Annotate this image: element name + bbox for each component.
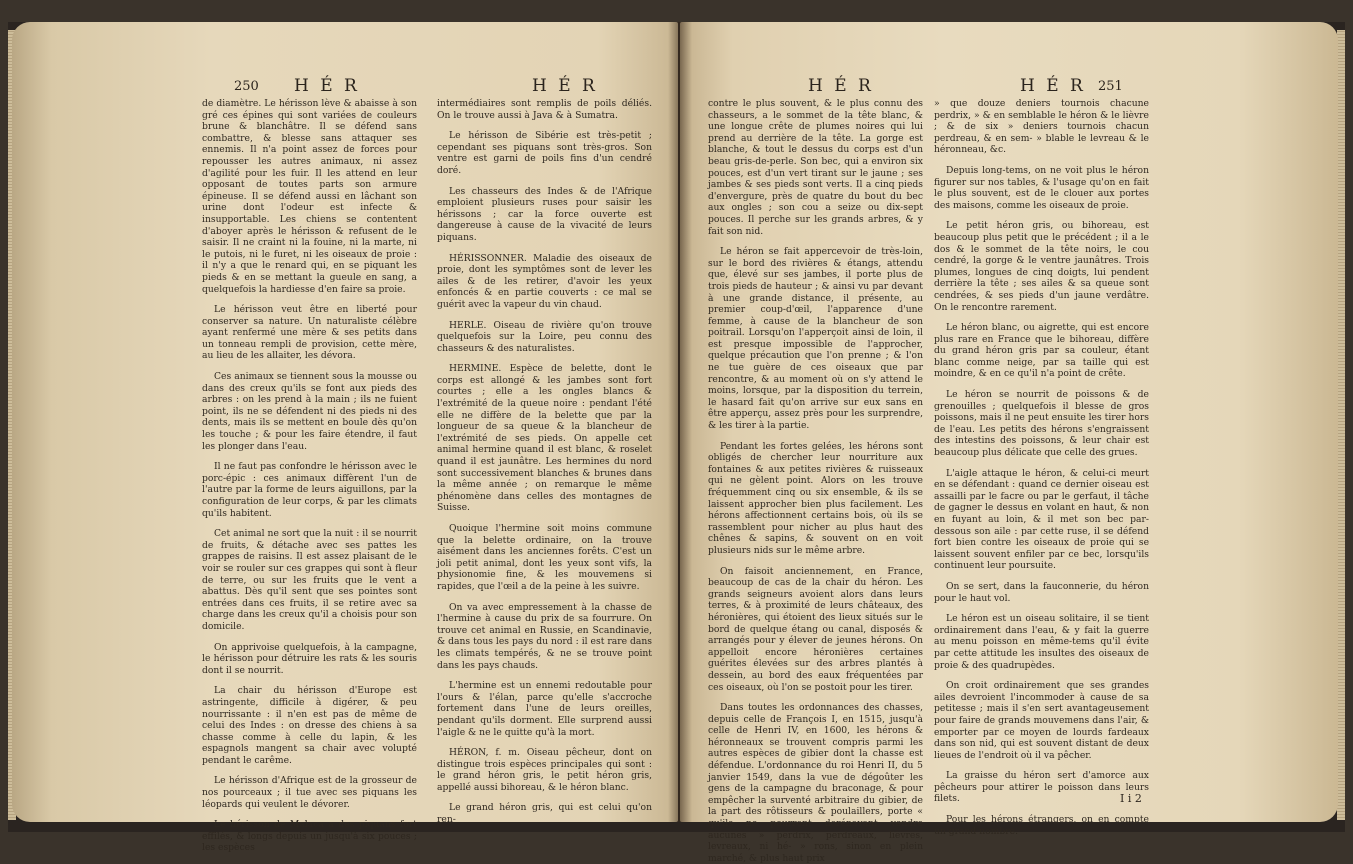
page-number-right: 251 bbox=[1098, 79, 1123, 94]
paragraph: Dans toutes les ordonnances des chasses, depuis celle de François I, en 1515, jusqu'à celle de Henri IV, en 1600, les hérons & héronneaux se trouvent compris parmi les autres espèces de gibier dont la chasse est défendue. L'ordonnance du roi Henri II, du 5 janvier 1549, dans la vue de dégoûter les gens de la campagne du braconage, & pour empêcher la surventé arbitraire du gibier, de la part des rôtisseurs & poulaillers, porte « qu'ils ne pourront dorénavant vendre aucunes » perdrix, perdreaux, lièvres, levreaux, ni hé- » rons, sinon en plein marché, & plus haut prix bbox=[708, 702, 923, 864]
running-head-right-2: H É R bbox=[1020, 76, 1086, 96]
left-column-2 bbox=[437, 98, 652, 826]
paragraph: Le hérisson de Sibérie est très-petit ; cependant ses piquans sont très-gros. Son ventre est garni de poils fins d'un cendré doré. bbox=[437, 130, 652, 176]
paragraph: » que douze deniers tournois chacune perdrix, » & en semblable le héron & le lièvre ; & de six » deniers tournois chacun perdreau, & en sem- » blable le levreau & le héronneau, &c. bbox=[934, 98, 1149, 156]
running-head-right-1: H É R bbox=[808, 76, 874, 96]
paragraph: Pendant les fortes gelées, les hérons sont obligés de chercher leur nourriture aux fontaines & aux petites rivières & ruisseaux qui ne gèlent point. Alors on les trouve fréquemment cinq ou six ensemble, & ils se laissent approcher bien plus facilement. Les hérons affectionnent certains bois, où ils se rassemblent pour nicher au plus haut des chênes & sapins, & souvent on en voit plusieurs nids sur le même arbre. bbox=[708, 440, 923, 556]
paragraph: HERLE. Oiseau de rivière qu'on trouve quelquefois sur la Loire, peu connu des chasseurs & des naturalistes. bbox=[437, 319, 652, 354]
paragraph: La graisse du héron sert d'amorce aux pêcheurs pour attirer le poisson dans leurs filets. bbox=[934, 770, 1149, 805]
signature-mark: I i 2 bbox=[1120, 792, 1142, 805]
paragraph: HERMINE. Espèce de belette, dont le corps est allongé & les jambes sont fort courtes ; elle a les ongles blancs & l'extrémité de la queue noire : pendant l'été elle ne diffère de la belette que par la longueur de sa queue & la blancheur de l'extrémité de ses pieds. On appelle cet animal hermine quand il est blanc, & roselet quand il est jaunâtre. Les hermines du nord sont successivement blanches & brunes dans la même année ; on remarque le même phénomène dans celles des montagnes de Suisse. bbox=[437, 363, 652, 514]
paragraph: L'hermine est un ennemi redoutable pour l'ours & l'élan, parce qu'elle s'accroche fortement dans l'une de leurs oreilles, pendant qu'ils dorment. Elle surprend aussi l'aigle & ne le quitte qu'à la mort. bbox=[437, 680, 652, 738]
paragraph: On croit ordinairement que ses grandes ailes devroient l'incommoder à cause de sa petitesse ; mais il s'en sert avantageusement pour faire de grands mouvemens dans l'air, & emporter par ce moyen de lourds fardeaux dans son nid, qui est souvent distant de deux lieues de l'endroit où il va pêcher. bbox=[934, 680, 1149, 761]
book-gutter bbox=[668, 22, 692, 822]
paragraph: Le hérisson veut être en liberté pour conserver sa nature. Un naturaliste célèbre ayant renfermé une mère & ses petits dans un tonneau rempli de provision, cette mère, au lieu de les allaiter, les dévora. bbox=[202, 304, 417, 362]
paragraph: Le hérisson de Malaca a des piquans fort effilés, & longs depuis un jusqu'à six pouces ; les espèces bbox=[202, 819, 417, 854]
paragraph: Le petit héron gris, ou bihoreau, est beaucoup plus petit que le précédent ; il a le dos & le sommet de la tête noirs, le cou cendré, la gorge & le ventre jaunâtres. Trois plumes, longues de cinq doigts, lui pendent derrière la tête ; ses ailes & sa queue sont cendrées, & ses pieds d'un jaune verdâtre. On le rencontre rarement. bbox=[934, 220, 1149, 313]
page-number-left: 250 bbox=[234, 79, 259, 94]
paragraph: Le héron blanc, ou aigrette, qui est encore plus rare en France que le bihoreau, diffère du grand héron gris par sa couleur, étant blanc comme neige, par sa taille qui est moindre, & en ce qu'il n'a point de crête. bbox=[934, 322, 1149, 380]
paragraph: Ces animaux se tiennent sous la mousse ou dans des creux qu'ils se font aux pieds des arbres : on les prend à la main ; ils ne fuient point, ils ne se défendent ni des pieds ni des dents, mais ils se mettent en boule dès qu'on les touche ; & pour les faire étendre, il faut les plonger dans l'eau. bbox=[202, 371, 417, 452]
right-column-2 bbox=[934, 98, 1149, 837]
paragraph: On faisoit anciennement, en France, beaucoup de cas de la chair du héron. Les grands seigneurs avoient alors dans leurs terres, & à proximité de leurs châteaux, des héronières, qui étoient des lieux situés sur le bord de quelque étang ou canal, disposés & arrangés pour y élever de jeunes hérons. On appelloit encore héronières certaines guérites élevées sur des arbres plantés à dessein, au bord des eaux fréquentées par ces oiseaux, où l'on se postoit pour les tirer. bbox=[708, 565, 923, 693]
paragraph: HÉRISSONNER. Maladie des oiseaux de proie, dont les symptômes sont de lever les ailes & de les retirer, d'avoir les yeux enfoncés & en partie couverts : ce mal se guérit avec la vapeur du vin chaud. bbox=[437, 252, 652, 310]
paragraph: Les chasseurs des Indes & de l'Afrique emploient plusieurs ruses pour saisir les hérissons ; car la force ouverte est dangereuse à cause de la vivacité de leurs piquans. bbox=[437, 185, 652, 243]
paragraph: intermédiaires sont remplis de poils déliés. On le trouve aussi à Java & à Sumatra. bbox=[437, 98, 652, 121]
paragraph: On se sert, dans la fauconnerie, du héron pour le haut vol. bbox=[934, 580, 1149, 604]
paragraph: Le héron se fait appercevoir de très-loin, sur le bord des rivières & étangs, attendu que, élevé sur ses jambes, il porte plus de trois pieds de hauteur ; & ainsi vu par devant à une grande distance, il présente, au premier coup-d'œil, l'apparence d'une femme, à cause de la blancheur de son poitrail. Lorsqu'on l'apperçoit ainsi de loin, il est presque impossible de l'approcher, quelque précaution que l'on prenne ; & l'on ne tue guère de ces oiseaux que par rencontre, & au moment où on s'y attend le moins, lorsque, par la disposition du terrein, le hasard fait qu'on arrive sur eux sans en être apperçu, assez près pour les surprendre, & les tirer à la partie. bbox=[708, 246, 923, 432]
open-book bbox=[8, 22, 1345, 864]
paragraph: On apprivoise quelquefois, à la campagne, le hérisson pour détruire les rats & les souris dont il se nourrit. bbox=[202, 641, 417, 676]
paragraph: Le héron est un oiseau solitaire, il se tient ordinairement dans l'eau, & y fait la guerre au menu poisson en même-tems qu'il évite par cette attitude les insultes des oiseaux de proie & des quadrupèdes. bbox=[934, 613, 1149, 671]
paragraph: L'aigle attaque le héron, & celui-ci meurt en se défendant : quand ce dernier oiseau est assailli par le facre ou par le gerfaut, il tâche de gagner le dessus en volant en haut, & non en fuyant au loin, & il met son bec par-dessous son aile : par cette ruse, il se défend fort bien contre les oiseaux de proie qui se laissent souvent enfiler par ce bec, lorsqu'ils continuent leur poursuite. bbox=[934, 467, 1149, 572]
paragraph: Le hérisson d'Afrique est de la grosseur de nos pourceaux ; il tue avec ses piquans les léopards qui veulent le dévorer. bbox=[202, 775, 417, 810]
paragraph: Il ne faut pas confondre le hérisson avec le porc-épic : ces animaux diffèrent l'un de l'autre par la forme de leurs aiguillons, par la configuration de leur corps, & par les climats qu'ils habitent. bbox=[202, 461, 417, 519]
left-page bbox=[12, 22, 678, 854]
paragraph: Pour les hérons étrangers, on en compte un grand nombre. bbox=[934, 814, 1149, 837]
page-edges-right bbox=[1337, 30, 1345, 820]
paragraph: de diamètre. Le hérisson lève & abaisse à son gré ces épines qui sont variées de couleurs brune & blanchâtre. Il se défend sans combattre, & blesse sans attaquer ses ennemis. Il n'a point assez de forces pour repousser les autres animaux, ni assez d'agilité pour les fuir. Il les attend en leur opposant de toutes parts son armure épineuse. Il se défend aussi en lâchant son urine dont l'odeur est infecte & insupportable. Les chiens se contentent d'aboyer après le hérisson & refusent de le saisir. Il ne craint ni la fouine, ni la marte, ni le putois, ni le furet, ni les oiseaux de proie : il n'y a que le renard qui, en se piquant les pieds & en se mettant la gueule en sang, a quelquefois la hardiesse d'en faire sa proie. bbox=[202, 98, 417, 295]
paragraph: On va avec empressement à la chasse de l'hermine à cause du prix de sa fourrure. On trouve cet animal en Russie, en Scandinavie, & dans tous les pays du nord : il est rare dans les climats tempérés, & ne se trouve point dans les pays chauds. bbox=[437, 601, 652, 671]
paragraph: HÉRON, f. m. Oiseau pêcheur, dont on distingue trois espèces principales qui sont : le grand héron gris, le petit héron gris, appellé aussi bihoreau, & le héron blanc. bbox=[437, 747, 652, 793]
paragraph: Cet animal ne sort que la nuit : il se nourrit de fruits, & détache avec ses pattes les grappes de raisins. Il est assez plaisant de le voir se rouler sur ces grappes qui sont à fleur de terre, ou sur les fruits que le vent a abattus. Dès qu'il sent que ses pointes sont entrées dans ces fruits, il se retire avec sa charge dans les creux qu'il a choisis pour son domicile. bbox=[202, 528, 417, 632]
paragraph: contre le plus souvent, & le plus connu des chasseurs, a le sommet de la tête blanc, & une longue crête de plumes noires qui lui prend au derrière de la tête. La gorge est blanche, & tout le dessus du corps est d'un beau gris-de-perle. Son bec, qui a environ six pouces, est d'un vert tirant sur le jaune ; ses jambes & ses pieds sont verts. Il a cinq pieds d'envergure, près de quatre du bout du bec aux ongles ; son cou a seize ou dix-sept pouces. Il perche sur les grands arbres, & y fait son nid. bbox=[708, 98, 923, 237]
paragraph: Le grand héron gris, qui est celui qu'on ren- bbox=[437, 802, 652, 826]
running-head-left-1: H É R bbox=[294, 76, 360, 96]
left-column-1 bbox=[202, 98, 417, 854]
paragraph: Le héron se nourrit de poissons & de grenouilles ; quelquefois il blesse de gros poissons, mais il ne peut ensuite les tirer hors de l'eau. Les petits des hérons s'engraissent des intestins des poissons, & leur chair est beaucoup plus délicate que celle des grues. bbox=[934, 389, 1149, 459]
paragraph: La chair du hérisson d'Europe est astringente, difficile à digérer, & peu nourrissante : il n'en est pas de même de celui des Indes : on dresse des chiens à sa chasse comme à celle du lapin, & les espagnols mangent sa chair avec volupté pendant le carême. bbox=[202, 685, 417, 766]
running-head-left-2: H É R bbox=[532, 76, 598, 96]
right-page bbox=[680, 22, 1338, 864]
right-column-1 bbox=[708, 98, 923, 864]
paragraph: Depuis long-tems, on ne voit plus le héron figurer sur nos tables, & l'usage qu'on en fait le plus souvent, est de le clouer aux portes des maisons, comme les oiseaux de proie. bbox=[934, 164, 1149, 211]
paragraph: Quoique l'hermine soit moins commune que la belette ordinaire, on la trouve aisément dans les anciennes forêts. C'est un joli petit animal, dont les yeux sont vifs, la physionomie fine, & les mouvemens si rapides, que l'œil a de la peine à les suivre. bbox=[437, 523, 652, 592]
